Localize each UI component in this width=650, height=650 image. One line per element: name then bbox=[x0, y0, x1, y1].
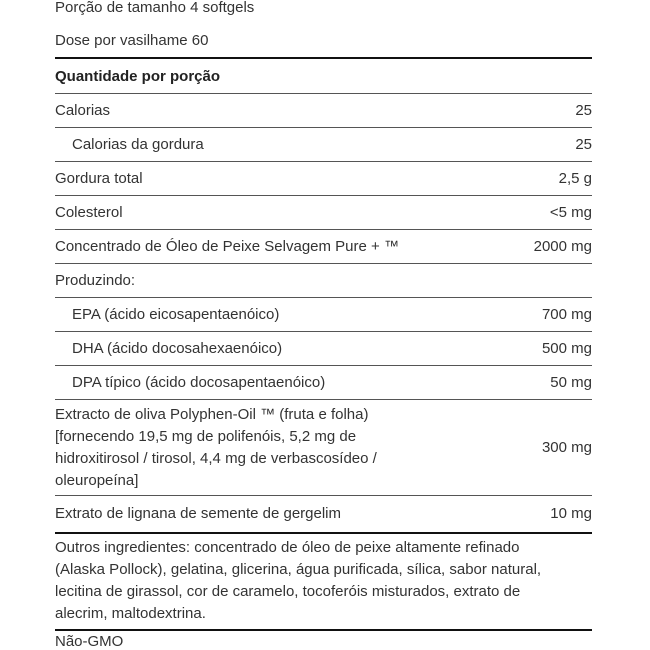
nutrient-name: Calorias da gordura bbox=[72, 135, 204, 153]
nutrient-amount: 10 mg bbox=[550, 505, 592, 522]
nutrient-row-sesame bbox=[55, 496, 592, 534]
non-gmo-note bbox=[55, 631, 592, 650]
nutrient-amount: <5 mg bbox=[549, 203, 592, 221]
nutrient-name: DHA (ácido docosahexaenóico) bbox=[72, 339, 283, 357]
nutrient-name-line: Extracto de oliva Polyphen-Oil ™ (fruta e folha) bbox=[55, 405, 369, 423]
nutrient-amount: 2,5 g bbox=[558, 169, 592, 187]
nutrient-name: Colesterol bbox=[55, 203, 123, 221]
nutrient-amount: 50 mg bbox=[550, 373, 592, 391]
nutrient-amount: 700 mg bbox=[541, 305, 592, 323]
servings-per-container-row bbox=[55, 30, 592, 59]
nutrient-row-calories-fat bbox=[55, 128, 592, 162]
servings-per-container-text: Dose por vasilhame 60 bbox=[55, 32, 209, 49]
amount-per-serving-heading: Quantidade por porção bbox=[55, 67, 221, 85]
nutrient-amount: 25 bbox=[575, 101, 592, 119]
nutrient-name-line: hidroxitirosol / tirosol, 4,4 mg de verbascosídeo / bbox=[55, 449, 377, 467]
amount-per-serving-row bbox=[55, 60, 592, 94]
serving-size-text: Porção de tamanho 4 softgels bbox=[55, 0, 255, 16]
nutrient-name: Concentrado de Óleo de Peixe Selvagem Pure + ™ bbox=[55, 237, 399, 255]
nutrient-name: Extrato de lignana de semente de gergelim bbox=[55, 505, 342, 522]
nutrient-row-dha bbox=[55, 332, 592, 366]
nutrient-amount: 2000 mg bbox=[533, 237, 592, 255]
nutrient-amount: 300 mg bbox=[541, 438, 592, 456]
nutrient-name: Gordura total bbox=[55, 169, 143, 187]
nutrient-row-dpa bbox=[55, 366, 592, 400]
nutrient-name bbox=[55, 404, 526, 492]
ingredients-line: alecrim, maltodextrina. bbox=[55, 605, 206, 622]
nutrient-row-epa bbox=[55, 298, 592, 332]
nutrient-name: Produzindo: bbox=[55, 271, 136, 289]
nutrient-name: Calorias bbox=[55, 101, 111, 119]
nutrient-name-line: oleuropeína] bbox=[55, 471, 139, 489]
non-gmo-text: Não-GMO bbox=[55, 633, 124, 650]
nutrient-name: EPA (ácido eicosapentaenóico) bbox=[72, 305, 280, 323]
serving-size-row bbox=[55, 0, 592, 20]
ingredients-line: Outros ingredientes: concentrado de óleo de peixe altamente refinado bbox=[55, 539, 520, 556]
ingredients-line: lecitina de girassol, cor de caramelo, tocoferóis misturados, extrato de bbox=[55, 583, 521, 600]
nutrient-name: DPA típico (ácido docosapentaenóico) bbox=[72, 373, 326, 391]
nutrient-row-yielding bbox=[55, 264, 592, 298]
other-ingredients bbox=[55, 537, 592, 631]
nutrient-row-olive-extract bbox=[55, 400, 592, 496]
nutrient-row-total-fat bbox=[55, 162, 592, 196]
nutrient-amount: 25 bbox=[575, 135, 592, 153]
nutrient-row-calories bbox=[55, 94, 592, 128]
nutrient-amount: 500 mg bbox=[541, 339, 592, 357]
nutrient-name-line: [fornecendo 19,5 mg de polifenóis, 5,2 mg de bbox=[55, 427, 357, 445]
nutrient-row-fish-oil bbox=[55, 230, 592, 264]
ingredients-line: (Alaska Pollock), gelatina, glicerina, água purificada, sílica, sabor natural, bbox=[55, 561, 542, 578]
nutrient-row-cholesterol bbox=[55, 196, 592, 230]
